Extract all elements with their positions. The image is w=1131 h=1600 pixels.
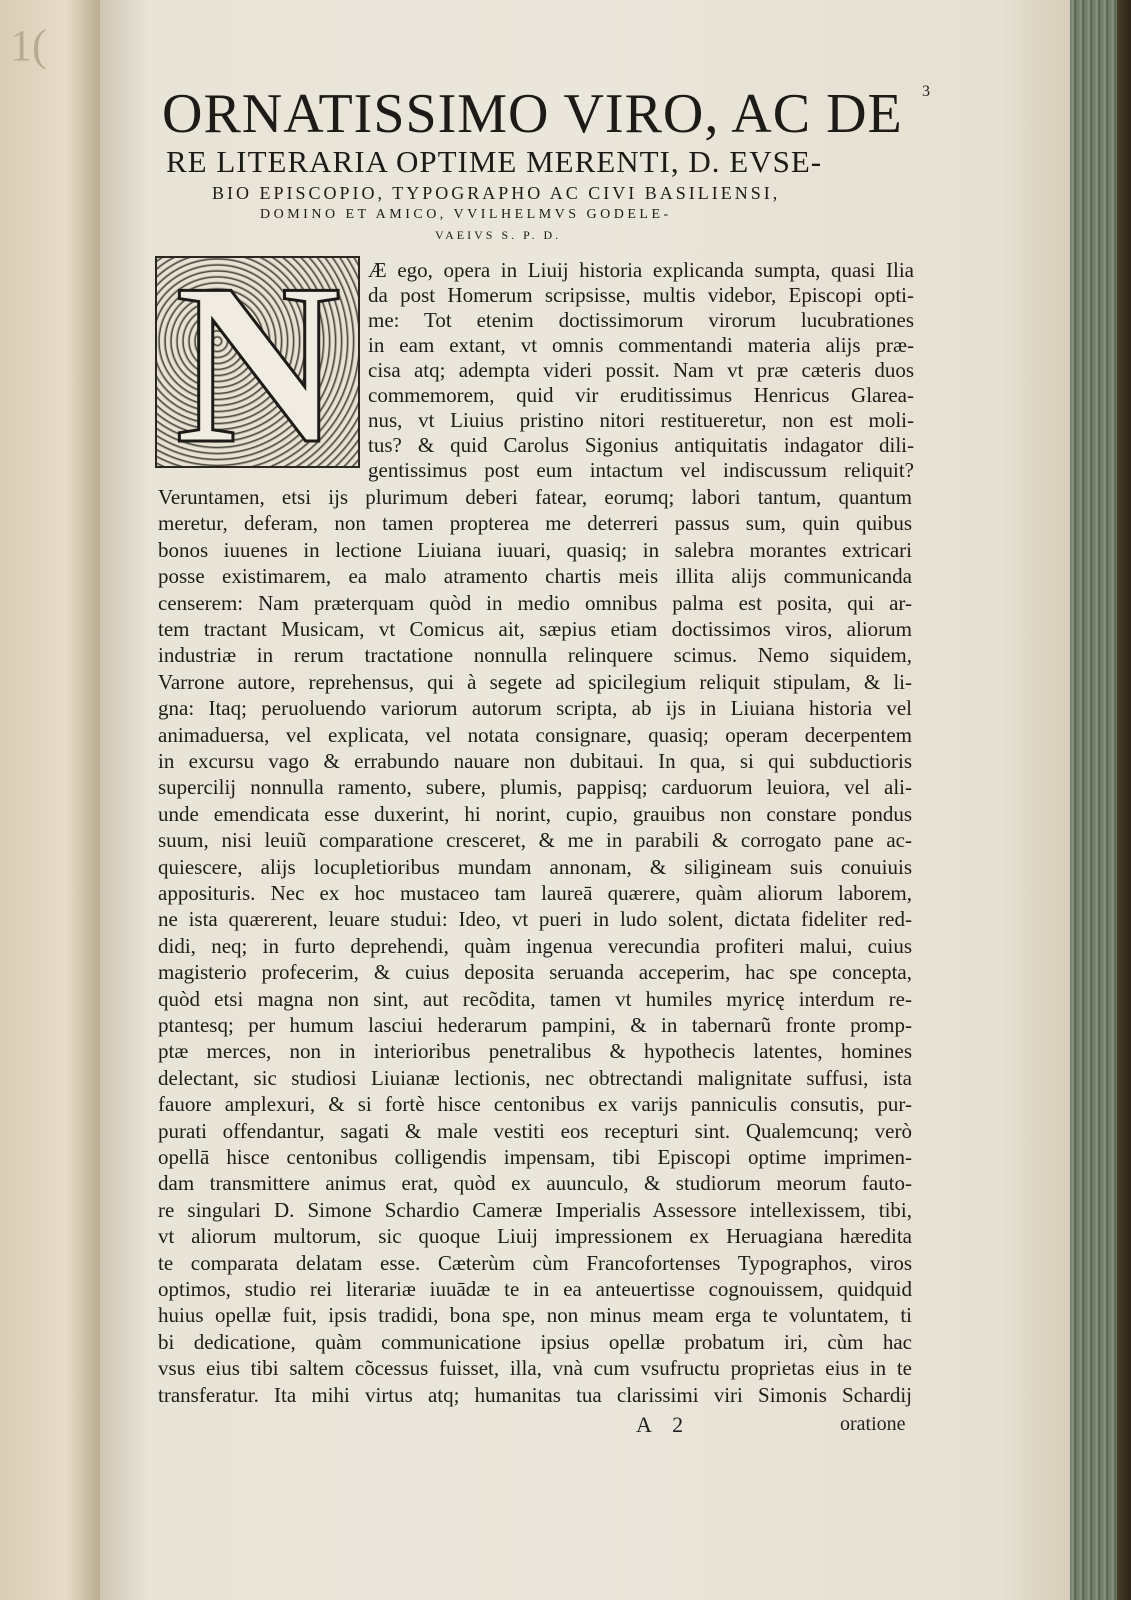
text-line: me: Tot etenim doctissimorum virorum lucubrationes (368, 308, 914, 332)
text-line: vsus eius tibi saltem cõcessus fuisset, illa, vnà cum vsufructu proprietas eius in te (158, 1356, 912, 1381)
title-line-5: VAEIVS S. P. D. (435, 228, 562, 242)
text-line: huius opellæ fuit, ipsis tradidi, bona spe, non minus meam erga te voluntatem, ti (158, 1303, 912, 1328)
facing-page-edge (0, 0, 110, 1600)
text-line: ne ista quærerent, leuare studui: Ideo, vt pueri in ludo solent, dictata fideliter red- (158, 907, 912, 932)
text-line: optimos, studio rei literariæ iuuādæ te in ea anteuertisse cognouissem, quidquid (158, 1277, 912, 1301)
text-line: tem tractant Musicam, vt Comicus ait, sæpius etiam doctissimos viros, aliorum (158, 617, 912, 641)
text-line: cisa atq; adempta videri possit. Nam vt præ cæteris duos (368, 358, 914, 382)
text-line: in excursu vago & errabundo nauare non dubitaui. In qua, si qui subductioris (158, 749, 912, 773)
text-line: industriæ in rerum tractatione nonnulla relinquere scimus. Nemo siquidem, (158, 643, 912, 668)
text-line: vt aliorum multorum, sic quoque Liuij impressionem ex Heruagiana hæredita (158, 1224, 912, 1249)
title-line-3: BIO EPISCOPIO, TYPOGRAPHO AC CIVI BASILIENSI, (212, 183, 781, 203)
text-line: commemorem, quid vir eruditissimus Henricus Glarea- (368, 383, 914, 407)
text-line: supercilij nonnulla ramento, subere, plumis, pappisq; carduorum leuiora, vel ali- (158, 775, 912, 800)
text-line: quiescere, alijs locupletioribus mundam annonam, & siligineam suis conuiuis (158, 854, 912, 879)
text-line: bonos iuuenes in lectione Liuiana iuuari, quasiq; in salebra morantes extricari (158, 537, 912, 562)
text-line: ptæ merces, non in interioribus penetralibus & hypothecis latentes, homines (158, 1039, 912, 1064)
title-line-4: DOMINO ET AMICO, VVILHELMVS GODELE- (260, 207, 672, 222)
text-line: meretur, deferam, non tamen propterea me deterreri passus sum, quin quibus (158, 511, 912, 536)
text-line: purati offendantur, sagati & male vestiti eos recepturi sint. Qualemcunq; verò (158, 1118, 912, 1143)
text-line: delectant, sic studiosi Liuianæ lectionis, nec obtrectandi malignitate suffusi, ista (158, 1065, 912, 1090)
text-line: Varrone autore, reprehensus, qui à segete ad spicilegium reliquit stipulam, & li- (158, 669, 912, 694)
text-line: Æ ego, opera in Liuij historia explicanda sumpta, quasi Ilia (368, 258, 914, 282)
text-line: quòd etsi magna non sint, aut recõdita, tamen vt humiles myricę interdum re- (158, 986, 912, 1011)
text-line: te comparata delatam esse. Cæterùm cùm Francofortenses Typographos, viros (158, 1250, 912, 1275)
text-line: gna: Itaq; peruoluendo variorum autorum scripta, ab ijs in Liuiana historia vel (158, 696, 912, 721)
text-line: didi, neq; in furto deprehendi, quàm ingenua verecundia profiteri malui, cuius (158, 933, 912, 958)
decorated-initial (155, 256, 360, 468)
text-line: animaduersa, vel explicata, vel notata consignare, quasiq; operam decerpentem (158, 722, 912, 747)
text-line: apposituris. Nec ex hoc mustaceo tam laureā quærere, quàm aliorum laborem, (158, 881, 912, 905)
text-line: nus, vt Liuius pristino nitori restitueretur, non est moli- (368, 408, 914, 432)
text-line: magisterio profecerim, & cuius deposita seruanda acceperim, hac spe concepta, (158, 960, 912, 985)
book-fore-edge (1070, 0, 1131, 1600)
facing-page-fragment: 1( (10, 21, 47, 70)
text-line: transferatur. Ita mihi virtus atq; humanitas tua clarissimi viri Simonis Schardij (158, 1382, 912, 1407)
initial-letter: N (175, 256, 342, 468)
title-line-1: ORNATISSIMO VIRO, AC DE (162, 83, 903, 145)
text-line: posse existimarem, ea malo atramento chartis meis illita alijs communicanda (158, 564, 912, 589)
page-number: 3 (922, 83, 930, 100)
text-line: bi dedicatione, quàm communicatione ipsius opellæ probatum iri, cùm hac (158, 1329, 912, 1354)
text-line: suum, nisi leuiũ comparatione cresceret, & me in parabili & corrogato pane ac- (158, 828, 912, 853)
text-line: gentissimus post eum intactum vel indiscussum reliquit? (368, 458, 914, 482)
signature-mark: A 2 (636, 1412, 692, 1437)
text-line: unde emendicata esse duxerint, hi norint, cupio, grauibus non constare pondus (158, 801, 912, 826)
text-line: ptantesq; per humum lasciui hederarum pampini, & in tabernarũ fronte promp- (158, 1013, 912, 1037)
catchword: oratione (840, 1413, 906, 1435)
text-line: dam transmittere animus erat, quòd ex auunculo, & studiorum meorum fauto- (158, 1171, 912, 1196)
text-line: censerem: Nam præterquam quòd in medio omnibus palma est posita, qui ar- (158, 590, 912, 615)
text-line: da post Homerum scripsisse, multis videbor, Episcopi opti- (368, 283, 914, 307)
text-line: opellā hisce centonibus colligendis impensam, tibi Episcopi optime imprimen- (158, 1145, 912, 1169)
title-line-2: RE LITERARIA OPTIME MERENTI, D. EVSE- (166, 144, 823, 179)
text-line: fauore amplexuri, & si fortè hisce centonibus ex varijs panniculis consutis, pur- (158, 1092, 912, 1117)
text-line: tus? & quid Carolus Sigonius antiquitatis indagator dili- (368, 433, 914, 457)
text-line: in eam extant, vt omnis commentandi materia alijs præ- (368, 333, 914, 357)
text-line: re singulari D. Simone Schardio Cameræ Imperialis Assessore intellexissem, tibi, (158, 1197, 912, 1222)
text-line: Veruntamen, etsi ijs plurimum deberi fatear, eorumq; labori tantum, quantum (158, 485, 912, 509)
